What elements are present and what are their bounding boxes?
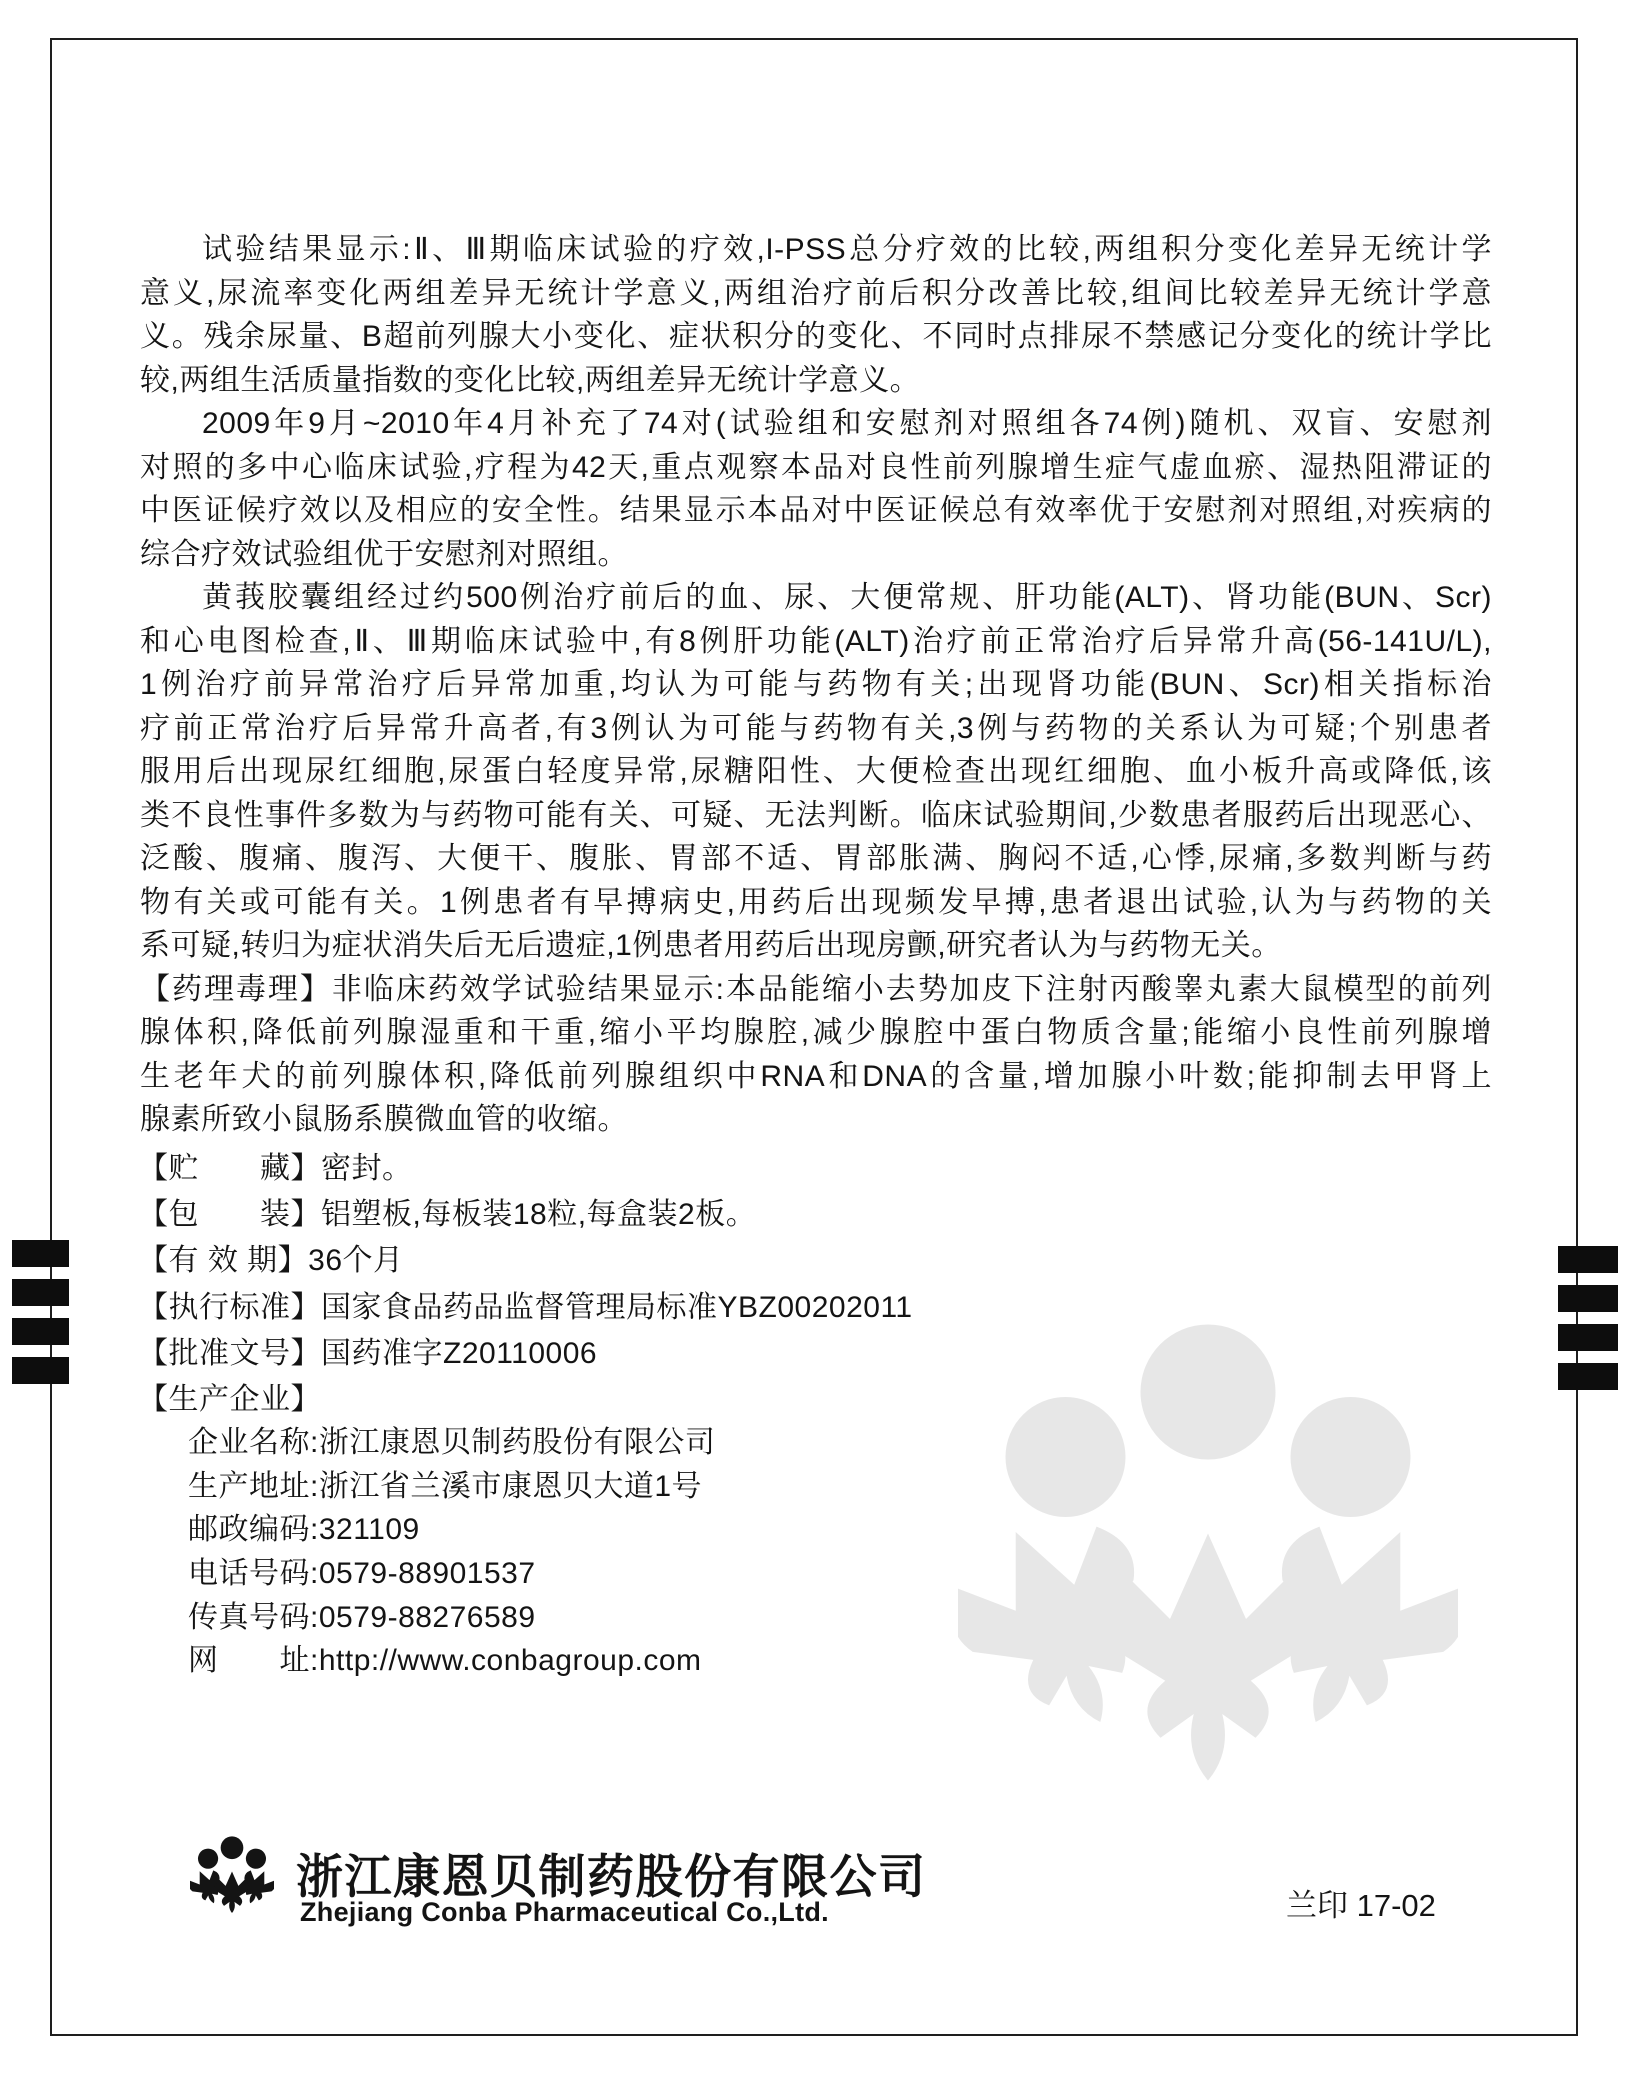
body-text [140, 228, 1492, 1142]
section-packaging: 【包 装】铝塑板,每板装18粒,每盒装2板。 [138, 1198, 757, 1232]
body-line: 义。残余尿量、B超前列腺大小变化、症状积分的变化、不同时点排尿不禁感记分变化的统计学比 [140, 320, 1492, 353]
body-line: 对照的多中心临床试验,疗程为42天,重点观察本品对良性前列腺增生症气虚血瘀、湿热阻滞证的 [140, 450, 1492, 484]
body-line: 综合疗效试验组优于安慰剂对照组。 [140, 537, 628, 571]
section-pharmacology-line: 腺素所致小鼠肠系膜微血管的收缩。 [140, 1103, 628, 1136]
section-pharmacology-line: 腺体积,降低前列腺湿重和干重,缩小平均腺腔,减少腺腔中蛋白物质含量;能缩小良性前列腺增 [140, 1016, 1492, 1049]
registration-mark [1558, 1246, 1618, 1273]
body-line: 泛酸、腹痛、腹泻、大便干、腹胀、胃部不适、胃部胀满、胸闷不适,心悸,尿痛,多数判断与药 [140, 842, 1492, 875]
detail-fax: 传真号码:0579-88276589 [188, 1600, 536, 1634]
section-pharmacology-line: 【药理毒理】非临床药效学试验结果显示:本品能缩小去势加皮下注射丙酸睾丸素大鼠模型的前列 [140, 972, 1492, 1006]
section-pharmacology-line: 生老年犬的前列腺体积,降低前列腺组织中RNA和DNA的含量,增加腺小叶数;能抑制去甲肾上 [140, 1059, 1492, 1093]
body-line: 物有关或可能有关。1例患者有早搏病史,用药后出现频发早搏,患者退出试验,认为与药物的关 [140, 885, 1492, 919]
section-manufacturer: 【生产企业】 [138, 1382, 321, 1416]
section-storage: 【贮 藏】密封。 [138, 1152, 413, 1185]
body-line: 较,两组生活质量指数的变化比较,两组差异无统计学意义。 [140, 363, 921, 397]
registration-mark [1558, 1363, 1618, 1390]
section-standard: 【执行标准】国家食品药品监督管理局标准YBZ00202011 [138, 1290, 913, 1324]
body-line: 和心电图检查,Ⅱ、Ⅲ期临床试验中,有8例肝功能(ALT)治疗前正常治疗后异常升高(56-141U/L), [140, 624, 1492, 658]
detail-address: 生产地址:浙江省兰溪市康恩贝大道1号 [188, 1469, 703, 1503]
body-line: 1例治疗前异常治疗后异常加重,均认为可能与药物有关;出现肾功能(BUN、Scr)相关指标治 [140, 668, 1492, 701]
spec-sections [138, 1146, 1490, 1423]
body-line: 黄莪胶囊组经过约500例治疗前后的血、尿、大便常规、肝功能(ALT)、肾功能(BUN、Scr) [202, 581, 1492, 614]
registration-mark [12, 1279, 69, 1306]
registration-mark [1558, 1324, 1618, 1351]
body-line: 2009年9月~2010年4月补充了74对(试验组和安慰剂对照组各74例)随机、双盲、安慰剂 [202, 407, 1492, 440]
section-approval-number: 【批准文号】国药准字Z20110006 [138, 1336, 598, 1370]
registration-mark [1558, 1285, 1618, 1312]
detail-company-name: 企业名称:浙江康恩贝制药股份有限公司 [188, 1426, 716, 1459]
manufacturer-details [188, 1421, 1188, 1683]
body-line: 服用后出现尿红细胞,尿蛋白轻度异常,尿糖阳性、大便检查出现红细胞、血小板升高或降低,该 [140, 755, 1492, 788]
body-line: 类不良性事件多数为与药物可能有关、可疑、无法判断。临床试验期间,少数患者服药后出现恶心、 [140, 798, 1492, 832]
registration-mark [12, 1318, 69, 1345]
detail-postcode: 邮政编码:321109 [188, 1513, 420, 1547]
registration-mark [12, 1357, 69, 1384]
company-name-en: Zhejiang Conba Pharmaceutical Co.,Ltd. [300, 1897, 829, 1927]
body-line: 系可疑,转归为症状消失后无后遗症,1例患者用药后出现房颤,研究者认为与药物无关。 [140, 929, 1282, 962]
body-line: 疗前正常治疗后异常升高者,有3例认为可能与药物有关,3例与药物的关系认为可疑;个别患者 [140, 711, 1492, 745]
body-line: 意义,尿流率变化两组差异无统计学意义,两组治疗前后积分改善比较,组间比较差异无统计学意 [140, 276, 1492, 310]
conba-logo [190, 1836, 274, 1920]
detail-phone: 电话号码:0579-88901537 [188, 1557, 536, 1591]
body-line: 试验结果显示:Ⅱ、Ⅲ期临床试验的疗效,I-PSS总分疗效的比较,两组积分变化差异无统计学 [202, 233, 1492, 266]
print-code: 兰印 17-02 [1286, 1888, 1436, 1923]
registration-mark [12, 1240, 69, 1267]
company-name-cn: 浙江康恩贝制药股份有限公司 [296, 1850, 927, 1903]
detail-website: 网 址:http://www.conbagroup.com [188, 1644, 702, 1678]
body-line: 中医证候疗效以及相应的安全性。结果显示本品对中医证候总有效率优于安慰剂对照组,对疾病的 [140, 494, 1492, 527]
section-shelf-life: 【有 效 期】36个月 [138, 1244, 404, 1278]
